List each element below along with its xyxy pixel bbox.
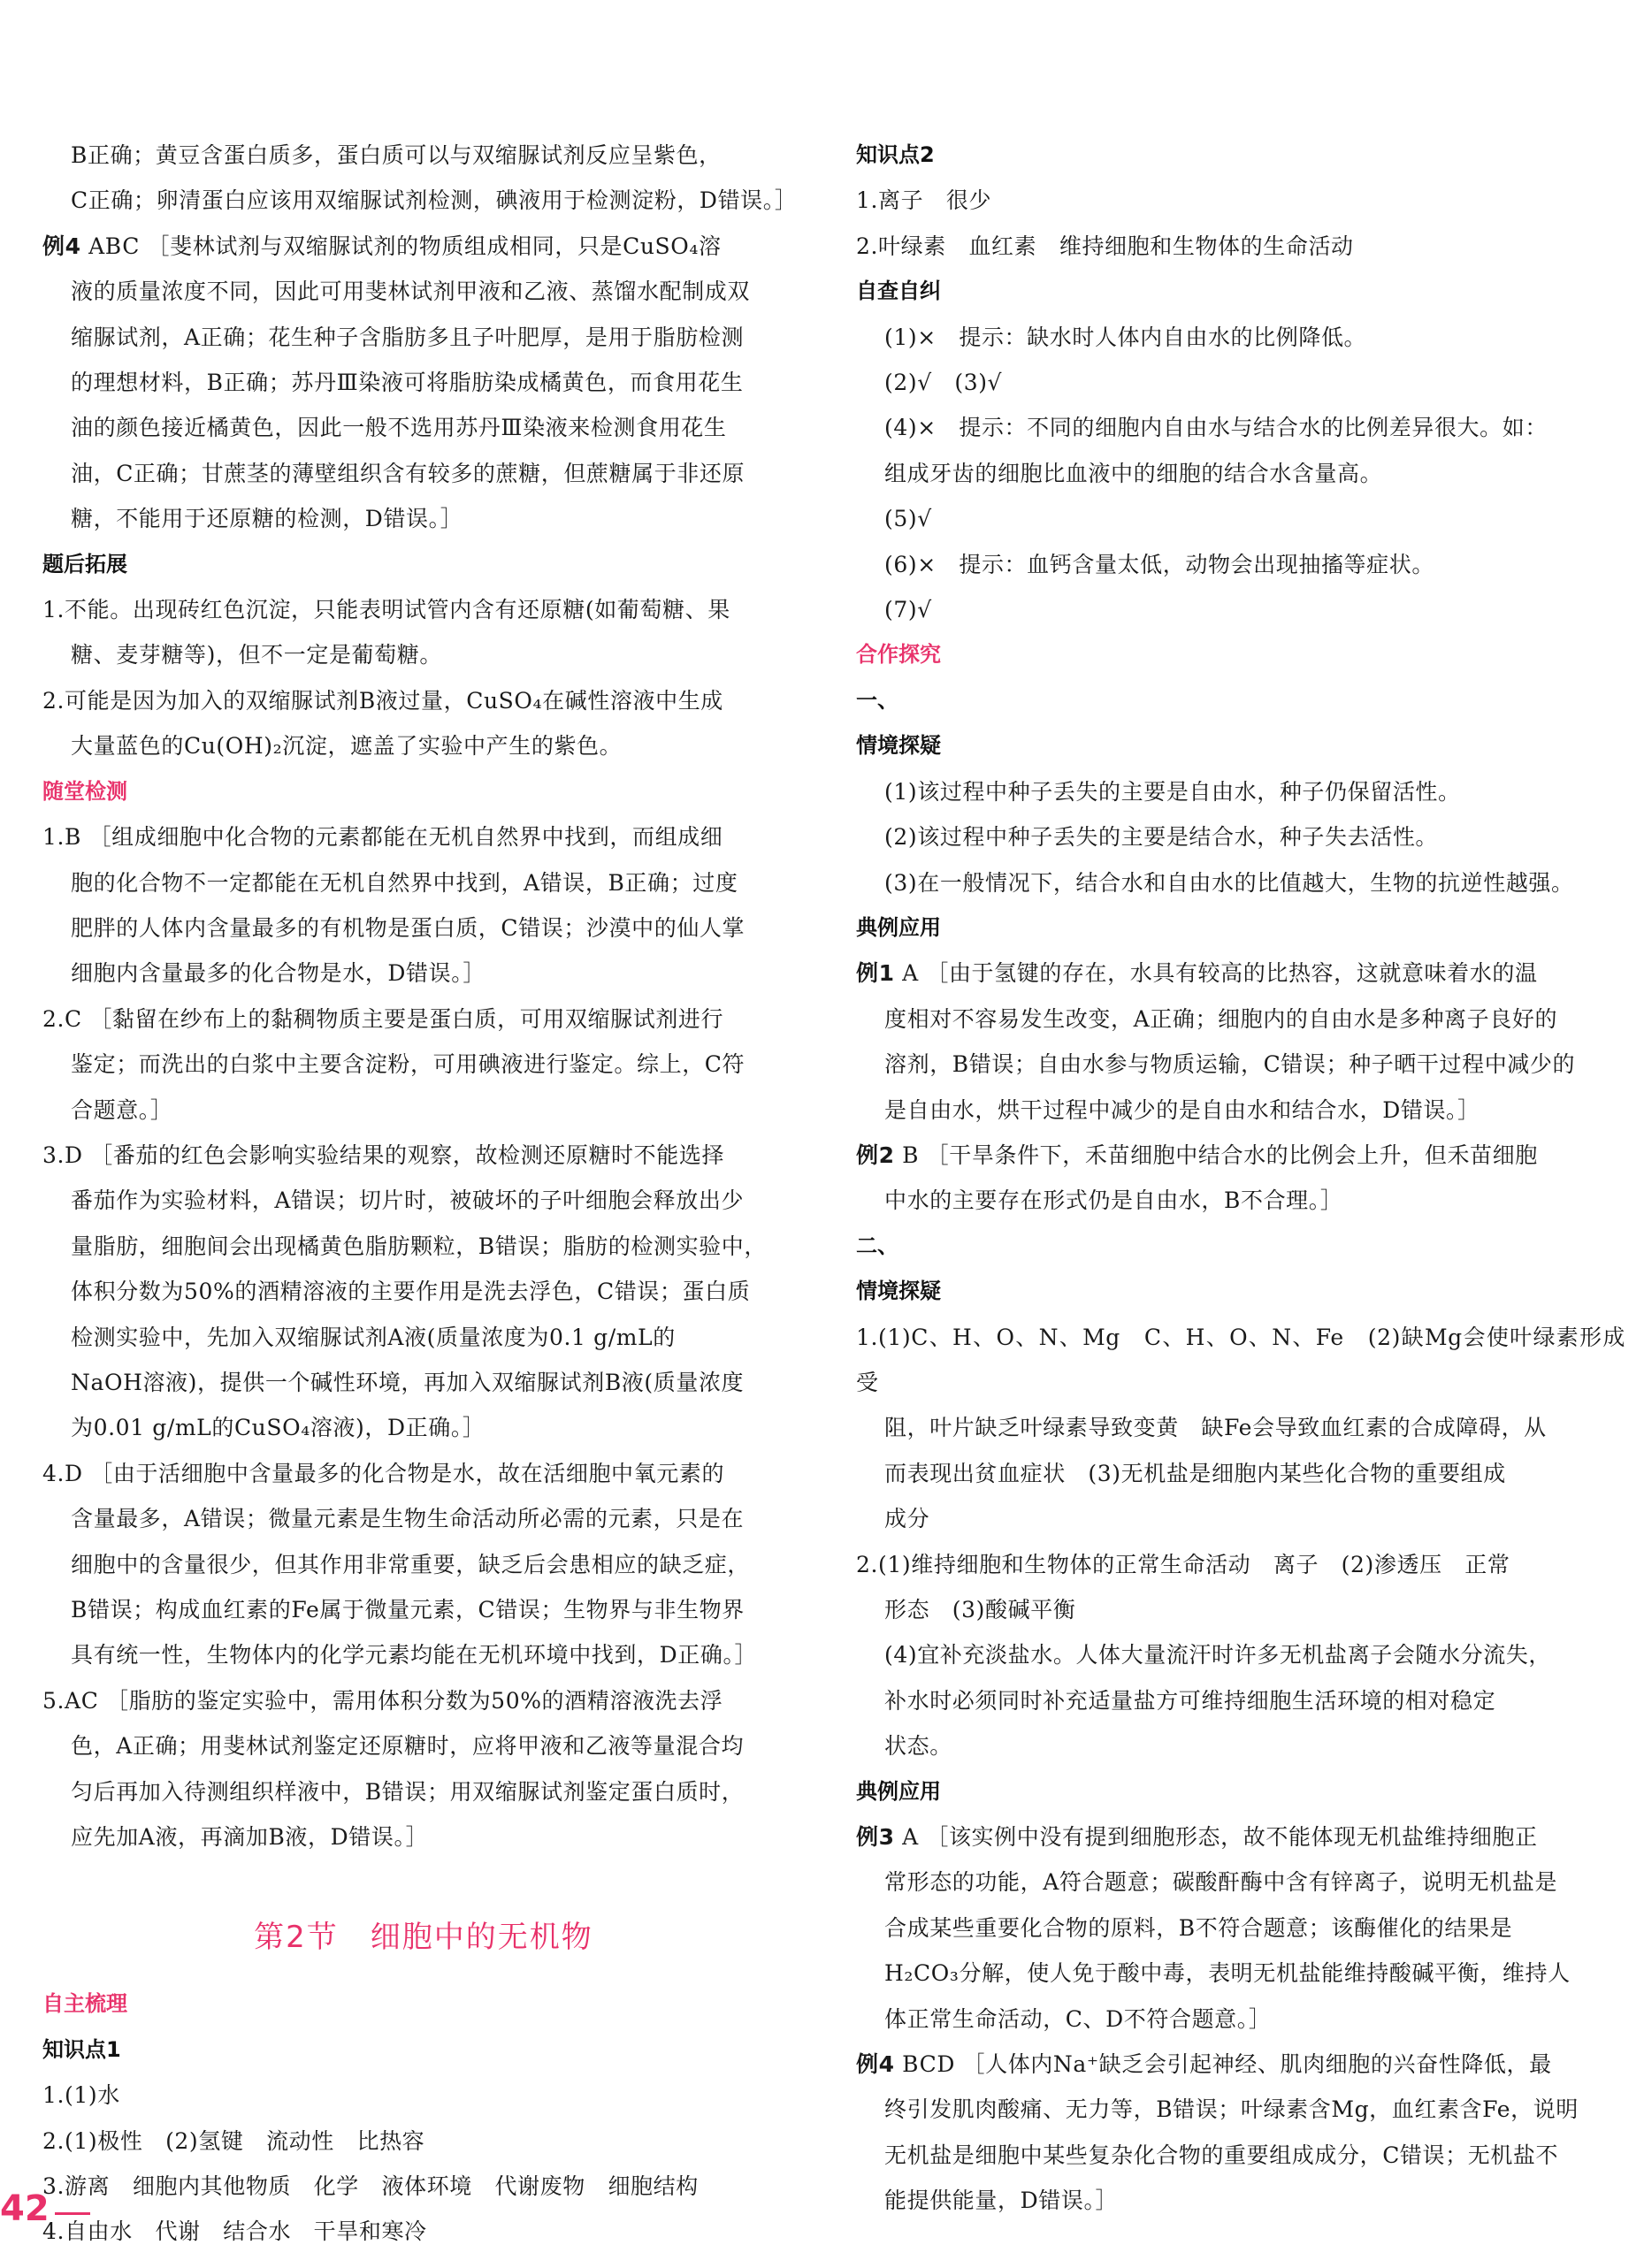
page-number: 42: [0, 2188, 50, 2229]
example-paragraph: [856, 1814, 1625, 1859]
answer-line: 4.自由水 代谢 结合水 干旱和寒冷: [42, 2218, 427, 2245]
sub-item-line: (2)√ (3)√: [884, 370, 1003, 396]
text-line: 细胞中的含量很少，但其作用非常重要，缺乏后会患相应的缺乏症，: [71, 1551, 751, 1577]
example-text: ABC ［斐林试剂与双缩脲试剂的物质组成相同，只是CuSO₄溶: [80, 233, 722, 259]
example-paragraph: [856, 1133, 1625, 1178]
section-heading: 题后拓展: [42, 551, 127, 577]
sub-item-line: (7)√: [884, 597, 932, 623]
text-line: 合题意。］: [71, 1096, 173, 1123]
answer-line: 3.D ［番茄的红色会影响实验结果的观察，故检测还原糖时不能选择: [42, 1142, 725, 1168]
text-line: 体正常生命活动，C、D不符合题意。］: [884, 2005, 1272, 2032]
text-line: 常形态的功能，A符合题意；碳酸酐酶中含有锌离子，说明无机盐是: [884, 1869, 1558, 1896]
text-line: 含量最多，A错误；微量元素是生物生命活动所必需的元素，只是在: [71, 1506, 745, 1532]
answer-line: 2.可能是因为加入的双缩脲试剂B液过量，CuSO₄在碱性溶液中生成: [42, 687, 723, 714]
text-line: 糖、麦芽糖等)，但不一定是葡萄糖。: [71, 642, 442, 668]
section-heading: 典例应用: [856, 1778, 941, 1804]
text-line: 糖，不能用于还原糖的检测，D错误。］: [71, 506, 463, 532]
text-line: 番茄作为实验材料，A错误；切片时，被破坏的子叶细胞会释放出少: [71, 1187, 745, 1214]
text-line: 补水时必须同时补充适量盐方可维持细胞生活环境的相对稳定: [884, 1687, 1496, 1714]
answer-line: 4.D ［由于活细胞中含量最多的化合物是水，故在活细胞中氧元素的: [42, 1460, 725, 1486]
answer-line: 5.AC ［脂肪的鉴定实验中，需用体积分数为50%的酒精溶液洗去浮: [42, 1687, 723, 1714]
text-line: 油的颜色接近橘黄色，因此一般不选用苏丹Ⅲ染液来检测食用花生: [71, 415, 727, 441]
example-label: 例1: [856, 960, 895, 987]
text-line: 而表现出贫血症状 (3)无机盐是细胞内某些化合物的重要组成: [884, 1460, 1506, 1486]
page-number-rule: [55, 2212, 90, 2215]
sub-item-line: (1)× 提示：缺水时人体内自由水的比例降低。: [884, 324, 1367, 350]
text-line: 能提供能量，D错误。］: [884, 2188, 1119, 2214]
category-heading: 自主梳理: [42, 1991, 127, 2017]
text-line: 量脂肪，细胞间会出现橘黄色脂肪颗粒，B错误；脂肪的检测实验中，: [71, 1233, 767, 1259]
text-line: 状态。: [884, 1733, 952, 1760]
text-line: 胞的化合物不一定都能在无机自然界中找到，A错误，B正确；过度: [71, 869, 738, 896]
answer-line: 2.(1)维持细胞和生物体的正常生命活动 离子 (2)渗透压 正常: [856, 1551, 1510, 1577]
example-text: BCD ［人体内Na⁺缺乏会引起神经、肌肉细胞的兴奋性降低，最: [894, 2051, 1552, 2078]
section-heading: 知识点2: [856, 142, 935, 167]
text-line: 油，C正确；甘蔗茎的薄壁组织含有较多的蔗糖，但蔗糖属于非还原: [71, 460, 746, 486]
answer-line: 1.B ［组成细胞中化合物的元素都能在无机自然界中找到，而组成细: [42, 824, 723, 851]
section-heading: 一、: [856, 687, 898, 713]
category-heading: 随堂检测: [42, 778, 127, 804]
text-line: 缩脲试剂，A正确；花生种子含脂肪多且子叶肥厚，是用于脂肪检测: [71, 324, 745, 350]
example-paragraph: [856, 2042, 1625, 2087]
section-heading: 情境探疑: [856, 733, 941, 759]
answer-line: 1.不能。出现砖红色沉淀，只能表明试管内含有还原糖(如葡萄糖、果: [42, 597, 730, 623]
text-line: 检测实验中，先加入双缩脲试剂A液(质量浓度为0.1 g/mL的: [71, 1324, 676, 1350]
text-line: 度相对不容易发生改变，A正确；细胞内的自由水是多种离子良好的: [884, 1005, 1558, 1032]
text-line: 应先加A液，再滴加B液，D错误。］: [71, 1824, 429, 1851]
sub-item-line: (3)在一般情况下，结合水和自由水的比值越大，生物的抗逆性越强。: [884, 869, 1574, 896]
text-line: 中水的主要存在形式仍是自由水，B不合理。］: [884, 1187, 1343, 1214]
text-line: B错误；构成血红素的Fe属于微量元素，C错误；生物界与非生物界: [71, 1597, 745, 1623]
text-line: 的理想材料，B正确；苏丹Ⅲ染液可将脂肪染成橘黄色，而食用花生: [71, 370, 744, 396]
text-line: 形态 (3)酸碱平衡: [884, 1597, 1076, 1623]
text-line: 体积分数为50%的酒精溶液的主要作用是洗去浮色，C错误；蛋白质: [71, 1279, 751, 1305]
text-line: 无机盐是细胞中某些复杂化合物的重要组成成分，C错误；无机盐不: [884, 2142, 1559, 2168]
text-line: 色，A正确；用斐林试剂鉴定还原糖时，应将甲液和乙液等量混合均: [71, 1733, 745, 1760]
section-heading: 二、: [856, 1233, 898, 1258]
text-line: 细胞内含量最多的化合物是水，D错误。］: [71, 960, 486, 987]
section-heading: 情境探疑: [856, 1279, 941, 1304]
text-line: 溶剂，B错误；自由水参与物质运输，C错误；种子晒干过程中减少的: [884, 1051, 1576, 1078]
answer-line: 3.游离 细胞内其他物质 化学 液体环境 代谢废物 细胞结构: [42, 2173, 699, 2200]
answer-line: 1.(1)C、H、O、N、Mg C、H、O、N、Fe (2)缺Mg会使叶绿素形成受: [856, 1324, 1625, 1395]
left-column: [42, 133, 805, 2255]
sub-item-line: (1)该过程中种子丢失的主要是自由水，种子仍保留活性。: [884, 778, 1461, 805]
example-text: A ［由于氢键的存在，水具有较高的比热容，这就意味着水的温: [894, 960, 1538, 987]
text-line: C正确；卵清蛋白应该用双缩脲试剂检测，碘液用于检测淀粉，D错误。］: [71, 187, 798, 214]
text-line: 终引发肌肉酸痛、无力等，B错误；叶绿素含Mg，血红素含Fe，说明: [884, 2096, 1579, 2123]
sub-item-line: (2)该过程中种子丢失的主要是结合水，种子失去活性。: [884, 824, 1439, 851]
section-heading: 知识点1: [42, 2036, 121, 2062]
sub-item-line: (5)√: [884, 506, 932, 532]
text-line: 鉴定；而洗出的白浆中主要含淀粉，可用碘液进行鉴定。综上，C符: [71, 1051, 746, 1078]
example-paragraph: [856, 951, 1625, 996]
section-heading: 自查自纠: [856, 279, 941, 304]
answer-line: 1.(1)水: [42, 2082, 120, 2109]
example-label: 例4: [42, 233, 81, 259]
text-line: B正确；黄豆含蛋白质多，蛋白质可以与双缩脲试剂反应呈紫色，: [71, 142, 722, 168]
example-text: B ［干旱条件下，禾苗细胞中结合水的比例会上升，但禾苗细胞: [894, 1142, 1538, 1168]
sub-item-line: (6)× 提示：血钙含量太低，动物会出现抽搐等症状。: [884, 551, 1434, 577]
example-label: 例3: [856, 1824, 895, 1851]
text-line: 液的质量浓度不同，因此可用斐林试剂甲液和乙液、蒸馏水配制成双: [71, 279, 751, 305]
section-heading: 典例应用: [856, 914, 941, 940]
text-line: H₂CO₃分解，使人免于酸中毒，表明无机盐能维持酸碱平衡，维持人: [884, 1960, 1571, 1987]
text-line: 阻，叶片缺乏叶绿素导致变黄 缺Fe会导致血红素的合成障碍，从: [884, 1415, 1547, 1441]
example-paragraph: [42, 224, 805, 269]
answer-line: 2.C ［黏留在纱布上的黏稠物质主要是蛋白质，可用双缩脲试剂进行: [42, 1005, 724, 1032]
text-line: 合成某些重要化合物的原料，B不符合题意；该酶催化的结果是: [884, 1914, 1513, 1941]
text-line: 具有统一性，生物体内的化学元素均能在无机环境中找到，D正确。］: [71, 1642, 758, 1669]
answer-line: 2.(1)极性 (2)氢键 流动性 比热容: [42, 2127, 425, 2154]
text-line: 肥胖的人体内含量最多的有机物是蛋白质，C错误；沙漠中的仙人掌: [71, 914, 746, 941]
text-line: 匀后再加入待测组织样液中，B错误；用双缩脲试剂鉴定蛋白质时，: [71, 1778, 745, 1805]
text-line: 成分: [884, 1506, 930, 1532]
sub-item-line: (4)× 提示：不同的细胞内自由水与结合水的比例差异很大。如：: [884, 415, 1548, 441]
text-line: NaOH溶液)，提供一个碱性环境，再加入双缩脲试剂B液(质量浓度: [71, 1369, 745, 1395]
text-line: 大量蓝色的Cu(OH)₂沉淀，遮盖了实验中产生的紫色。: [71, 733, 623, 760]
sub-item-line: (4)宜补充淡盐水。人体大量流汗时许多无机盐离子会随水分流失，: [884, 1642, 1552, 1669]
category-heading: 合作探究: [856, 642, 941, 668]
section-title: 第2节 细胞中的无机物: [254, 1920, 593, 1956]
answer-line: 1.离子 很少: [856, 187, 992, 214]
answer-line: 2.叶绿素 血红素 维持细胞和生物体的生命活动: [856, 233, 1354, 259]
text-line: 是自由水，烘干过程中减少的是自由水和结合水，D错误。］: [884, 1096, 1480, 1123]
text-line: 为0.01 g/mL的CuSO₄溶液)，D正确。］: [71, 1415, 486, 1441]
text-line: 组成牙齿的细胞比血液中的细胞的结合水含量高。: [884, 460, 1383, 486]
example-text: A ［该实例中没有提到细胞形态，故不能体现无机盐维持细胞正: [894, 1824, 1538, 1851]
right-column: [856, 133, 1625, 2224]
example-label: 例2: [856, 1142, 895, 1168]
example-label: 例4: [856, 2051, 895, 2078]
